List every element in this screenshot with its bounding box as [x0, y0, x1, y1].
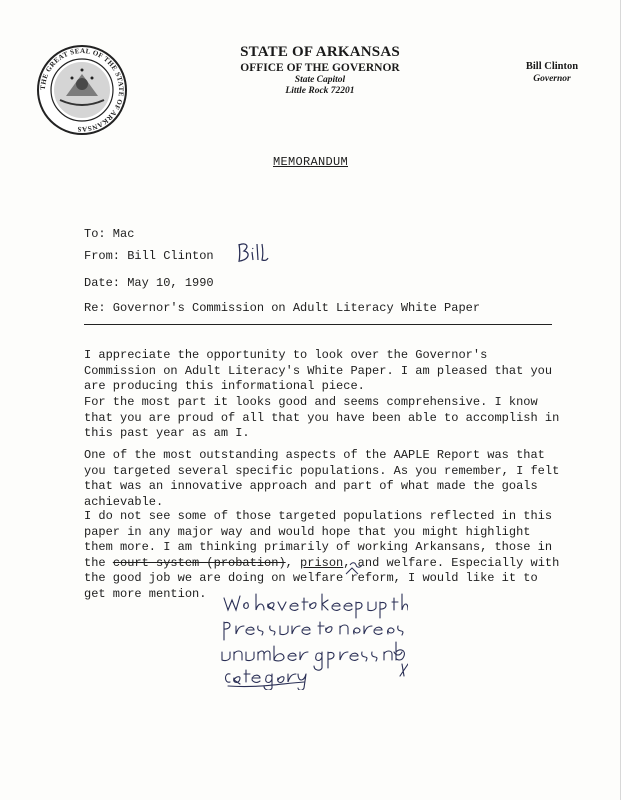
memo-title: MEMORANDUM	[272, 155, 348, 169]
letterhead-state: STATE OF ARKANSAS	[240, 44, 400, 60]
letterhead	[220, 44, 420, 97]
memo-subject: Re: Governor's Commission on Adult Literacy White Paper	[84, 301, 481, 315]
governor-block	[512, 60, 592, 85]
letterhead-address-line2: Little Rock 72201	[285, 86, 355, 96]
handwritten-signature	[236, 240, 270, 266]
seal-lettering: THE GREAT SEAL OF THE STATE OF ARKANSAS	[38, 46, 126, 134]
p4-line4-mid1: ,	[285, 555, 301, 570]
governor-name: Bill Clinton	[525, 61, 579, 72]
memo-to: To: Mac	[84, 227, 135, 241]
body-paragraph-3: One of the most outstanding aspects of the AAPLE Report was that you targeted several specific populations. As you remember, I felt that was an innovative approach and part of what made the goals achievable.	[84, 448, 560, 509]
p4-line4-mid2: , and welfare. Especially with	[343, 555, 560, 570]
state-seal-icon	[36, 44, 128, 136]
governor-title: Governor	[533, 74, 571, 84]
body-paragraph-4	[84, 509, 574, 602]
p4-line4-pre: the	[84, 555, 113, 570]
body-paragraph-1: I appreciate the opportunity to look over the Governor's Commission on Adult Literacy's White Paper. I am pleased that you are producing this informational piece.	[84, 348, 553, 393]
p4-struck-text: court system (probation)	[112, 555, 286, 570]
p4-line5: the good job we are doing on welfare reform, I would like it to	[84, 571, 538, 585]
header-divider	[84, 324, 552, 325]
p4-line6: get more mention.	[84, 586, 207, 601]
p4-line2: paper in any major way and would hope that you might highlight	[84, 524, 531, 539]
body-paragraph-2: For the most part it looks good and seems comprehensive. I know that you are proud of all that you have been able to accomplish in this past year as am I.	[84, 395, 560, 440]
p4-line3: them more. I am thinking primarily of working Arkansans, those in	[84, 540, 553, 554]
p4-underlined-text: prison	[300, 555, 344, 570]
letterhead-office: OFFICE OF THE GOVERNOR	[240, 62, 400, 74]
memo-date: Date: May 10, 1990	[84, 276, 214, 290]
letterhead-address-line1: State Capitol	[294, 75, 346, 85]
handwritten-note	[218, 590, 408, 690]
memo-from: From: Bill Clinton	[84, 249, 214, 263]
p4-line1: I do not see some of those targeted populations reflected in this	[84, 509, 553, 523]
handwritten-insert-mark	[344, 560, 368, 576]
